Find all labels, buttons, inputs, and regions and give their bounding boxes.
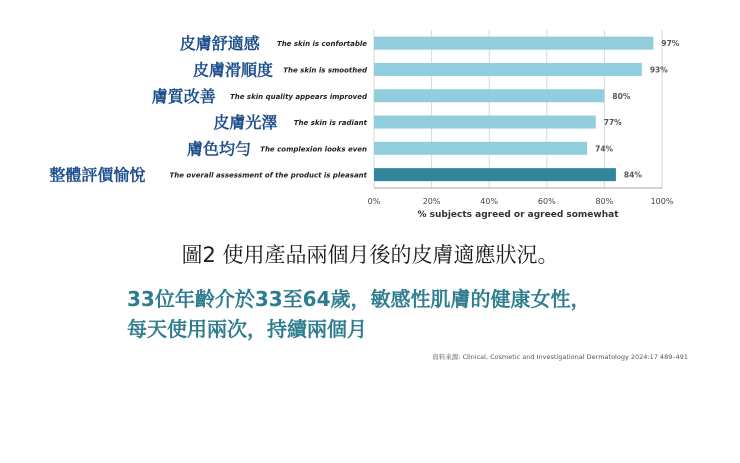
bar xyxy=(374,63,642,76)
x-tick-label: 40% xyxy=(480,197,499,206)
x-tick-label: 0% xyxy=(367,197,381,206)
category-label-zh: 皮膚舒適感 xyxy=(179,34,260,54)
bar-value-label: 77% xyxy=(603,118,622,128)
bar-value-label: 80% xyxy=(612,91,631,101)
x-tick-label: 100% xyxy=(650,197,674,206)
bar xyxy=(374,116,596,129)
category-label-zh: 皮膚光澤 xyxy=(213,113,278,133)
x-tick-label: 20% xyxy=(422,197,441,206)
bar-value-label: 84% xyxy=(623,170,642,180)
bar xyxy=(374,89,604,102)
category-label-en: The complexion looks even xyxy=(260,145,367,154)
category-label-en: The skin quality appears improved xyxy=(229,92,367,101)
figure-caption: 圖2 使用產品兩個月後的皮膚適應狀況。 xyxy=(181,243,559,267)
category-label-zh: 膚質改善 xyxy=(151,86,216,106)
x-axis-title: % subjects agreed or agreed somewhat xyxy=(417,210,619,220)
category-label-zh: 整體評價愉悅 xyxy=(49,165,146,185)
bar-value-label: 93% xyxy=(649,65,668,75)
bar xyxy=(374,37,653,50)
category-label-zh: 膚色均勻 xyxy=(186,139,251,159)
headline-line-1: 33位年齡介於33至64歲，敏感性肌膚的健康女性， xyxy=(127,287,591,311)
category-label-en: The skin is radiant xyxy=(293,119,367,128)
category-label-en: The overall assessment of the product is pleasant xyxy=(169,171,367,180)
bar xyxy=(374,168,616,181)
headline-line-2: 每天使用兩次，持續兩個月 xyxy=(127,317,367,341)
bar xyxy=(374,142,587,155)
category-label-en: The skin is smoothed xyxy=(283,66,367,75)
bar-value-label: 74% xyxy=(595,144,614,154)
bar-value-label: 97% xyxy=(661,39,680,49)
source-citation: 資料來源: Clinical, Cosmetic and Investigational Dermatology 2024:17 489–491 xyxy=(432,353,688,361)
category-label-zh: 皮膚滑順度 xyxy=(192,60,273,80)
category-label-en: The skin is confortable xyxy=(276,40,367,49)
x-tick-label: 60% xyxy=(537,197,556,206)
x-tick-label: 80% xyxy=(595,197,614,206)
